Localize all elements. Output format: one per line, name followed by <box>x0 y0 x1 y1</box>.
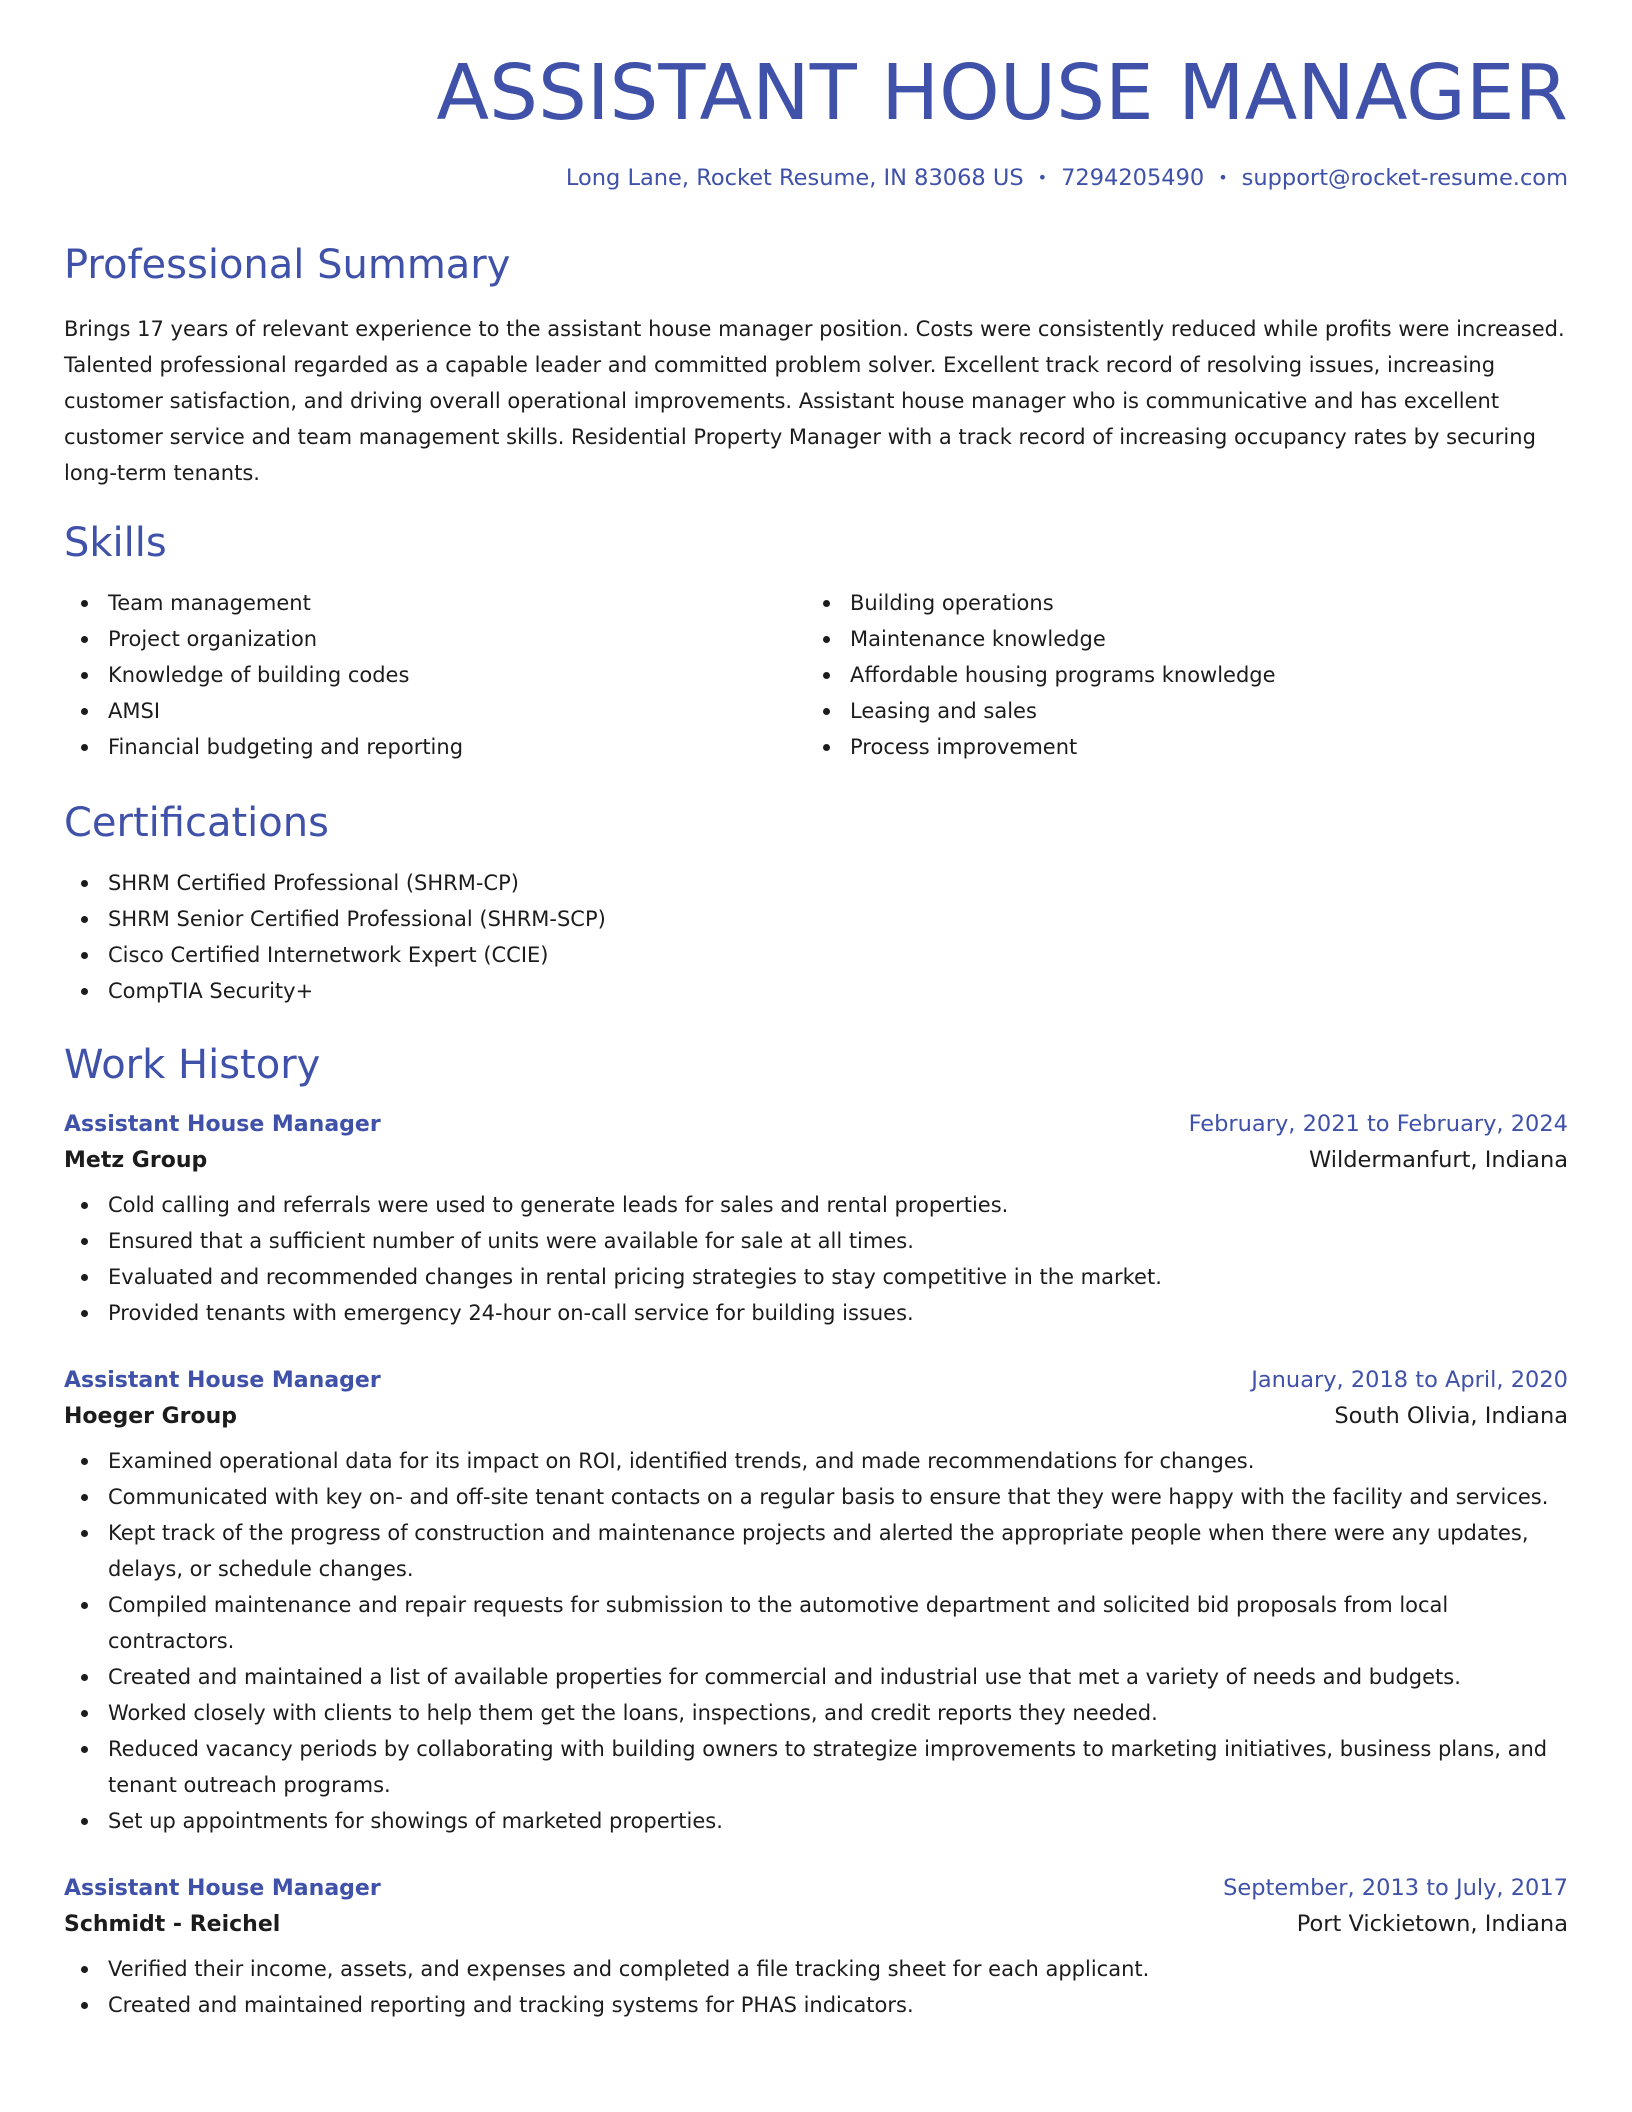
job-company-row <box>64 1147 1568 1173</box>
contact-separator: • <box>1037 167 1048 187</box>
skills-right-column <box>806 585 1548 765</box>
job-company-row <box>64 1403 1568 1429</box>
summary-section <box>64 241 1568 491</box>
job-entry <box>64 1875 1568 2023</box>
job-bullet: Examined operational data for its impact on ROI, identified trends, and made recommendations for changes. <box>64 1443 1568 1479</box>
job-header-row <box>64 1875 1568 1901</box>
certification-item: SHRM Certified Professional (SHRM-CP) <box>64 865 1568 901</box>
job-bullet: Created and maintained reporting and tracking systems for PHAS indicators. <box>64 1987 1568 2023</box>
skill-item: Team management <box>64 585 806 621</box>
job-bullet: Verified their income, assets, and expenses and completed a file tracking sheet for each applicant. <box>64 1951 1568 1987</box>
job-bullets <box>64 1443 1568 1839</box>
contact-address: Long Lane, Rocket Resume, IN 83068 US <box>565 164 1024 191</box>
job-bullet: Provided tenants with emergency 24-hour on-call service for building issues. <box>64 1295 1568 1331</box>
skill-item: Affordable housing programs knowledge <box>806 657 1548 693</box>
job-title: Assistant House Manager <box>64 1111 381 1137</box>
job-dates: January, 2018 to April, 2020 <box>1251 1366 1568 1393</box>
job-bullet: Communicated with key on- and off-site tenant contacts on a regular basis to ensure that they were happy with the facility and services. <box>64 1479 1568 1515</box>
job-company: Schmidt - Reichel <box>64 1911 281 1937</box>
certification-item: Cisco Certified Internetwork Expert (CCIE) <box>64 937 1568 973</box>
job-title: Assistant House Manager <box>64 1875 381 1901</box>
skill-item: Building operations <box>806 585 1548 621</box>
job-entry <box>64 1111 1568 1331</box>
job-location: Wildermanfurt, Indiana <box>1308 1146 1568 1173</box>
job-bullet: Kept track of the progress of construction and maintenance projects and alerted the appropriate people when there were any updates, delays, or schedule changes. <box>64 1515 1568 1587</box>
skill-item: Knowledge of building codes <box>64 657 806 693</box>
job-company-row <box>64 1911 1568 1937</box>
certification-item: SHRM Senior Certified Professional (SHRM-SCP) <box>64 901 1568 937</box>
skills-grid <box>64 585 1568 765</box>
summary-heading: Professional Summary <box>64 241 511 288</box>
job-title: Assistant House Manager <box>64 1367 381 1393</box>
job-bullet: Compiled maintenance and repair requests for submission to the automotive department and solicited bid proposals from local contractors. <box>64 1587 1568 1659</box>
job-dates: September, 2013 to July, 2017 <box>1223 1874 1568 1901</box>
job-company: Metz Group <box>64 1147 208 1173</box>
summary-text: Brings 17 years of relevant experience to the assistant house manager position. Costs were consistently reduced while profits were increased. Talented professional regarded as a capable leader and committed problem solver. Excellent track record of resolving issues, increasing customer satisfaction, and driving overall operational improvements. Assistant house manager who is communicative and has excellent customer service and team management skills. Residential Property Manager with a track record of increasing occupancy rates by securing long-term tenants. <box>64 316 1565 485</box>
job-location: South Olivia, Indiana <box>1334 1402 1568 1429</box>
contact-line <box>64 165 1568 191</box>
job-bullet: Created and maintained a list of available properties for commercial and industrial use that met a variety of needs and budgets. <box>64 1659 1568 1695</box>
job-header-row <box>64 1367 1568 1393</box>
skill-item: Leasing and sales <box>806 693 1548 729</box>
skill-item: Maintenance knowledge <box>806 621 1548 657</box>
job-bullet: Set up appointments for showings of marketed properties. <box>64 1803 1568 1839</box>
job-entry <box>64 1367 1568 1839</box>
skill-item: Project organization <box>64 621 806 657</box>
job-dates: February, 2021 to February, 2024 <box>1188 1110 1568 1137</box>
job-company: Hoeger Group <box>64 1403 238 1429</box>
contact-separator: • <box>1218 167 1228 187</box>
certifications-list <box>64 865 1568 1009</box>
skills-section <box>64 519 1568 765</box>
job-header-row <box>64 1111 1568 1137</box>
skills-left-column <box>64 585 806 765</box>
skill-item: AMSI <box>64 693 806 729</box>
skill-item: Financial budgeting and reporting <box>64 729 806 765</box>
job-bullets <box>64 1187 1568 1331</box>
job-bullet: Reduced vacancy periods by collaborating with building owners to strategize improvements to marketing initiatives, business plans, and tenant outreach programs. <box>64 1731 1568 1803</box>
contact-email: support@rocket-resume.com <box>1241 164 1568 191</box>
work-history-section <box>64 1041 1568 2023</box>
contact-phone: 7294205490 <box>1061 164 1205 191</box>
resume-header <box>64 0 1568 191</box>
certifications-heading: Certifications <box>64 799 329 846</box>
work-history-heading: Work History <box>64 1041 321 1088</box>
job-bullet: Evaluated and recommended changes in rental pricing strategies to stay competitive in the market. <box>64 1259 1568 1295</box>
job-location: Port Vickietown, Indiana <box>1296 1910 1568 1937</box>
job-bullet: Worked closely with clients to help them get the loans, inspections, and credit reports they needed. <box>64 1695 1568 1731</box>
skills-heading: Skills <box>64 519 167 566</box>
job-bullet: Ensured that a sufficient number of units were available for sale at all times. <box>64 1223 1568 1259</box>
job-bullet: Cold calling and referrals were used to generate leads for sales and rental properties. <box>64 1187 1568 1223</box>
certification-item: CompTIA Security+ <box>64 973 1568 1009</box>
skill-item: Process improvement <box>806 729 1548 765</box>
candidate-name: ASSISTANT HOUSE MANAGER <box>436 49 1568 138</box>
job-bullets <box>64 1951 1568 2023</box>
certifications-section <box>64 799 1568 1009</box>
